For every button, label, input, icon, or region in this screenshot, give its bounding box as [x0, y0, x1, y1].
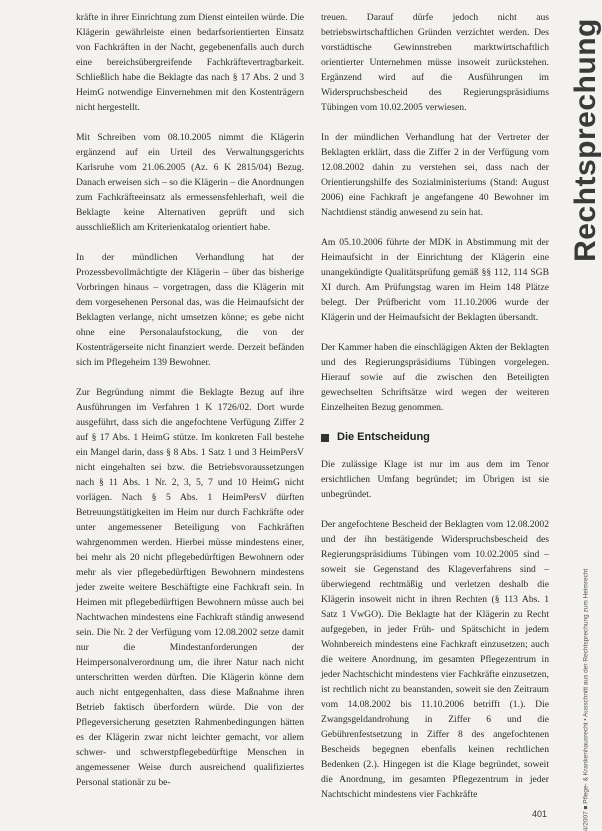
journal-side-meta	[566, 568, 602, 831]
paragraph: Am 05.10.2006 führte der MDK in Abstimmung mit der Heimaufsicht in der Einrichtung der Klägerin eine unangekündigte Qualitätsprüfung gemäß §§ 112, 114 SGB XI durch. Am Prüfungstag waren im Heim 148 Plätze belegt. Der Prüfbericht vom 11.10.2006 wurde der Klägerin und der Heimaufsicht der Beklagten übersandt.	[321, 237, 549, 323]
right-text-column	[321, 10, 549, 817]
paragraph: kräfte in ihrer Einrichtung zum Dienst einteilen würde. Die Klägerin gewährleiste einen bedarfsorientierten Einsatz von Fachkräften in der Nacht, gegebenenfalls auch durch eine bereichsübergreifende Fachkräftevertragbarkeit. Schließlich habe die Beklagte das nach § 17 Abs. 2 und 3 HeimG notwendige Einvernehmen mit den Kostenträgern nicht hergestellt.	[76, 12, 304, 113]
section-side-title	[566, 10, 602, 270]
paragraph: Der Kammer haben die einschlägigen Akten der Beklagten und des Regierungspräsidiums Tübingen vorgelegen. Hierauf sowie auf die zwischen den Beteiligten gewechselten Schriftsätze wird wegen der weiteren Einzelheiten Bezug genommen.	[321, 342, 549, 413]
side-title-text: Rechtsprechung	[569, 18, 602, 262]
paragraph: Der angefochtene Bescheid der Beklagten vom 12.08.2002 und der ihn bestätigende Widerspruchsbescheid des Regierungspräsidiums Tübingen vom 10.02.2005 sind – soweit sie Gegenstand des Klageverfahrens sind – überwiegend rechtmäßig und verletzen deshalb die Klägerin insoweit nicht in ihren Rechten (§ 113 Abs. 1 Satz 1 VwGO). Die Beklagte hat der Klägerin zu Recht aufgegeben, in jeder Früh- und Spätschicht in jedem Wohnbereich mindestens eine Fachkraft einzusetzen; auch die weitere Anordnung, im gesamten Pflegezentrum in jeder Nachtschicht mindestens vier Fachkräfte einzusetzen, ist rechtlich nicht zu beanstanden, soweit sie den Zeitraum vom 14.08.2002 bis 11.10.2006 betrifft (1.). Die Zwangsgeldandrohung in Ziffer 6 und die Gebührenfestsetzung in Ziffer 8 des angefochtenen Bescheids begegnen ebenfalls keinen rechtlichen Bedenken (2.). Hingegen ist die Klage begründet, soweit die Anordnung, im gesamten Pflegezentrum in jeder Nachtschicht mindestens vier Fachkräfte	[321, 519, 549, 800]
paragraph: treuen. Darauf dürfe jedoch nicht aus betriebswirtschaftlichen Gründen verzichtet werden. Des vorstädtische Gewinnstreben marktwirtschaftlich orientierter Unternehmen müsse insoweit zurückstehen. Ergänzend wird auf die Ausführungen im Widerspruchsbescheid des Regierungspräsidiums Tübingen vom 10.02.2005 verwiesen.	[321, 12, 549, 113]
paragraph: In der mündlichen Verhandlung hat der Prozessbevollmächtigte der Klägerin – über das bisherige Vorbringen hinaus – vorgetragen, dass die Klägerin mit dem vorgesehenen Personal das, was die Heimaufsicht der Beklagten verlange, nicht umsetzen könne; es gebe nicht ohne eine Personalaufstockung, die von der Kostenträgerseite nicht finanziert werde. Derzeit befänden sich im Pflegeheim 139 Bewohner.	[76, 252, 304, 368]
square-bullet-icon	[321, 434, 329, 442]
section-heading-label: Die Entscheidung	[337, 431, 430, 443]
paragraph: Mit Schreiben vom 08.10.2005 nimmt die Klägerin ergänzend auf ein Urteil des Verwaltungsgerichts Karlsruhe vom 21.06.2005 (Az. 6 K 2815/04) Bezug. Danach erweisen sich – so die Klägerin – die Anordnungen zum Fachkräfteeinsatz als ermessensfehlerhaft, weil die Beklagte keine Alternativen geprüft und sich ausschließlich am Kriterienkatalog orientiert habe.	[76, 132, 304, 233]
section-heading	[321, 430, 549, 445]
paragraph: Die zulässige Klage ist nur im aus dem im Tenor ersichtlichen Umfang begründet; im Übrigen ist sie unbegründet.	[321, 459, 549, 500]
paragraph: In der mündlichen Verhandlung hat der Vertreter der Beklagten erklärt, dass die Ziffer 2 in der Verfügung vom 12.08.2002 dahin zu verstehen sei, dass nach der Orientierungshilfe des Sozialministeriums (Stand: August 2006) eine Fachkraft je angefangene 40 Bewohner im Nachtdienst ständig anwesend zu sein hat.	[321, 132, 549, 218]
paragraph: Zur Begründung nimmt die Beklagte Bezug auf ihre Ausführungen im Verfahren 1 K 1726/02. Dort wurde ausgeführt, dass sich die angefochtene Verfügung Ziffer 2 auf § 17 Abs. 1 HeimG stütze. Im konkreten Fall bestehe ein Mangel darin, dass § 8 Abs. 1 Satz 1 und 3 HeimPersV nicht eingehalten sei bzw. die Betriebsvoraussetzungen nach § 11 Abs. 1 Nr. 2, 3, 5, 7 und 10 HeimG nicht vorlägen. Nach § 5 Abs. 1 HeimPersV dürften Betreuungstätigkeiten im Heim nur durch Fachkräfte oder unter angemessener Beteiligung von Fachkräften wahrgenommen werden. Hierbei müsse mindestens einer, bei mehr als 20 nicht pflegebedürftigen Bewohnern oder mehr als vier pflegebedürftigen Bewohnern mindestens jeder zweite weitere Beschäftigte eine Fachkraft sein. In Heimen mit pflegebedürftigen Bewohnern müsse auch bei Nachtwachen mindestens eine Fachkraft ständig anwesend sein. Die Nr. 2 der Verfügung vom 12.08.2002 setze damit nur die Mindestanforderungen der Heimpersonalverordnung um, die ihrer Natur nach nicht unterschritten werden dürften. Die Klägerin könne dem auch nicht entgegenhalten, dass diese Maßnahme ihren Betrieb faktisch überfordern würde. Die von der Pflegeversicherung gesetzten Rahmenbedingungen hätten es der Klägerin zwar nicht leichter gemacht, vor allem schwer- und schwerstpflegebedürftige Menschen in angemessener Weise durch ausreichend qualifiziertes Personal stationär zu be-	[76, 387, 304, 788]
left-text-column	[76, 10, 304, 805]
page-number: 401	[532, 809, 548, 819]
side-meta-text: 4/2007 ■ Pflege- & Krankenhausrecht • Ausschnitt aus der Rechtsprechung zum Heimrecht	[582, 568, 590, 831]
